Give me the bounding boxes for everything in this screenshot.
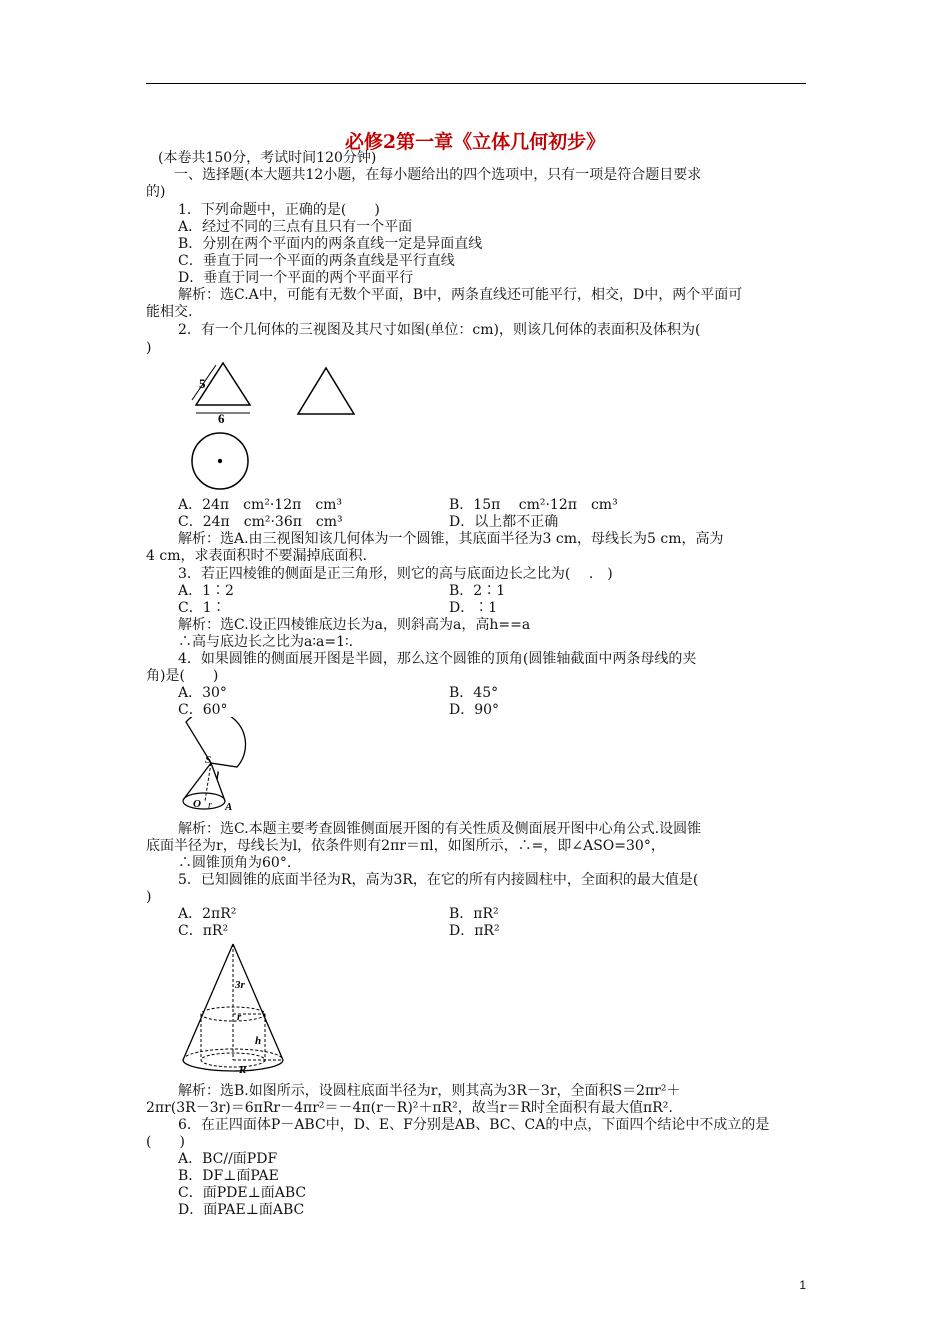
- q3-option-d: D．∶1: [449, 600, 498, 616]
- label-h: h: [255, 1035, 262, 1047]
- semicircle-sector: [186, 717, 246, 767]
- side-view-triangle: [298, 368, 354, 414]
- label-3r: 3r: [235, 979, 245, 991]
- q1-option-c: C．垂直于同一个平面的两条直线是平行直线: [178, 253, 455, 269]
- q6-option-a: A．BC//面PDF: [178, 1151, 278, 1167]
- cone-base-front: [183, 1060, 283, 1071]
- q6-option-c: C．面PDE⊥面ABC: [178, 1185, 307, 1201]
- q5-option-c: C．πR²: [178, 923, 229, 939]
- q4-option-d: D．90°: [449, 702, 500, 718]
- q6-stem-cont: ( ): [146, 1134, 185, 1150]
- label-r: r: [208, 800, 212, 811]
- q2-option-a: A．24π cm²·12π cm³: [178, 497, 343, 513]
- q6-option-b: B．DF⊥面PAE: [178, 1168, 279, 1184]
- q3-option-b: B．2∶1: [449, 583, 506, 599]
- q5-option-a: A．2πR²: [178, 906, 237, 922]
- cone-left-edge: [183, 944, 233, 1060]
- header-rule: [146, 83, 806, 84]
- q2-solution-cont: 4 cm，求表面积时不要漏掉底面积.: [146, 548, 367, 564]
- q3-option-a: A．1∶2: [178, 583, 234, 599]
- q4-stem: 4．如果圆锥的侧面展开图是半圆，那么这个圆锥的顶角(圆锥轴截面中两条母线的夹: [178, 651, 697, 667]
- q6-option-d: D．面PAE⊥面ABC: [178, 1202, 305, 1218]
- q4-solution-cont: 底面半径为r，母线长为l，依条件则有2πr＝πl，如图所示，∴=，即∠ASO=30°，: [146, 838, 665, 854]
- q2-solution: 解析：选A.由三视图知该几何体为一个圆锥，其底面半径为3 cm，母线长为5 cm，高为: [178, 531, 724, 547]
- q5-stem: 5．已知圆锥的底面半径为R，高为3R，在它的所有内接圆柱中，全面积的最大值是(: [178, 872, 699, 888]
- label-A: A: [225, 801, 233, 813]
- top-view-center: [218, 459, 222, 463]
- q4-option-a: A．30°: [178, 685, 227, 701]
- q4-option-c: C．60°: [178, 702, 228, 718]
- q5-option-b: B．πR²: [449, 906, 499, 922]
- q2-stem: 2．有一个几何体的三视图及其尺寸如图(单位：cm)，则该几何体的表面积及体积为(: [178, 322, 701, 338]
- q2-three-view-figure: [180, 360, 370, 495]
- q3-solution: 解析：选C.设正四棱锥底边长为a，则斜高为a，高h==a: [178, 617, 531, 633]
- q2-option-d: D．以上都不正确: [449, 514, 559, 530]
- q5-stem-cont: ): [146, 889, 152, 905]
- q5-inscribed-cylinder-figure: [175, 940, 290, 1080]
- q3-solution-cont: ∴高与底边长之比为a∶a=1∶.: [178, 634, 354, 650]
- intro-line: (本卷共150分，考试时间120分钟): [158, 150, 377, 166]
- q2-stem-cont: ): [146, 340, 152, 356]
- q4-option-b: B．45°: [449, 685, 499, 701]
- q3-stem: 3．若正四棱锥的侧面是正三角形，则它的高与底面边长之比为( . ): [178, 566, 613, 582]
- base-label: 6: [218, 411, 225, 426]
- label-l: l: [216, 770, 220, 782]
- q5-solution-cont: 2πr(3R－3r)＝6πRr－4πr²＝－4π(r－R)²＋πR²，故当r＝R时全面积有最大值πR².: [146, 1100, 673, 1116]
- q4-solution: 解析：选C.本题主要考查圆锥侧面展开图的有关性质及侧面展开图中心角公式.设圆锥: [178, 821, 702, 837]
- q4-stem-cont: 角)是( ): [146, 668, 219, 684]
- label-S: S: [205, 754, 212, 766]
- page-title: 必修2第一章《立体几何初步》: [344, 131, 606, 153]
- q3-option-c: C．1∶: [178, 600, 226, 616]
- q1-option-d: D．垂直于同一个平面的两个平面平行: [178, 270, 414, 286]
- q1-solution-cont: 能相交.: [146, 304, 193, 320]
- label-r: r: [237, 1011, 242, 1023]
- q4-cone-unfold-figure: [175, 717, 250, 817]
- q4-solution-cont2: ∴圆锥顶角为60°.: [178, 855, 292, 871]
- cone-left-generatrix: [183, 763, 211, 800]
- q5-solution: 解析：选B.如图所示，设圆柱底面半径为r，则其高为3R－3r，全面积S＝2πr²＋: [178, 1083, 681, 1099]
- slant-label: 5: [199, 376, 206, 391]
- q2-option-b: B．15π cm²·12π cm³: [449, 497, 618, 513]
- cone-base-ellipse: [183, 793, 225, 809]
- page-number: 1: [799, 1278, 806, 1292]
- label-R: R: [239, 1064, 247, 1076]
- q2-option-c: C．24π cm²·36π cm³: [178, 514, 343, 530]
- section-heading-cont: 的): [146, 184, 166, 200]
- q1-solution: 解析：选C.A中，可能有无数个平面，B中，两条直线还可能平行，相交，D中，两个平面可: [178, 287, 743, 303]
- q1-option-a: A．经过不同的三点有且只有一个平面: [178, 219, 413, 235]
- q6-stem: 6．在正四面体P－ABC中，D、E、F分别是AB、BC、CA的中点，下面四个结论中不成立的是: [178, 1117, 770, 1133]
- label-O: O: [193, 798, 201, 810]
- q1-stem: 1．下列命题中，正确的是( ): [178, 202, 380, 218]
- q1-option-b: B．分别在两个平面内的两条直线一定是异面直线: [178, 236, 483, 252]
- section-heading: 一、选择题(本大题共12小题，在每小题给出的四个选项中，只有一项是符合题目要求: [174, 167, 702, 183]
- q5-option-d: D．πR²: [449, 923, 500, 939]
